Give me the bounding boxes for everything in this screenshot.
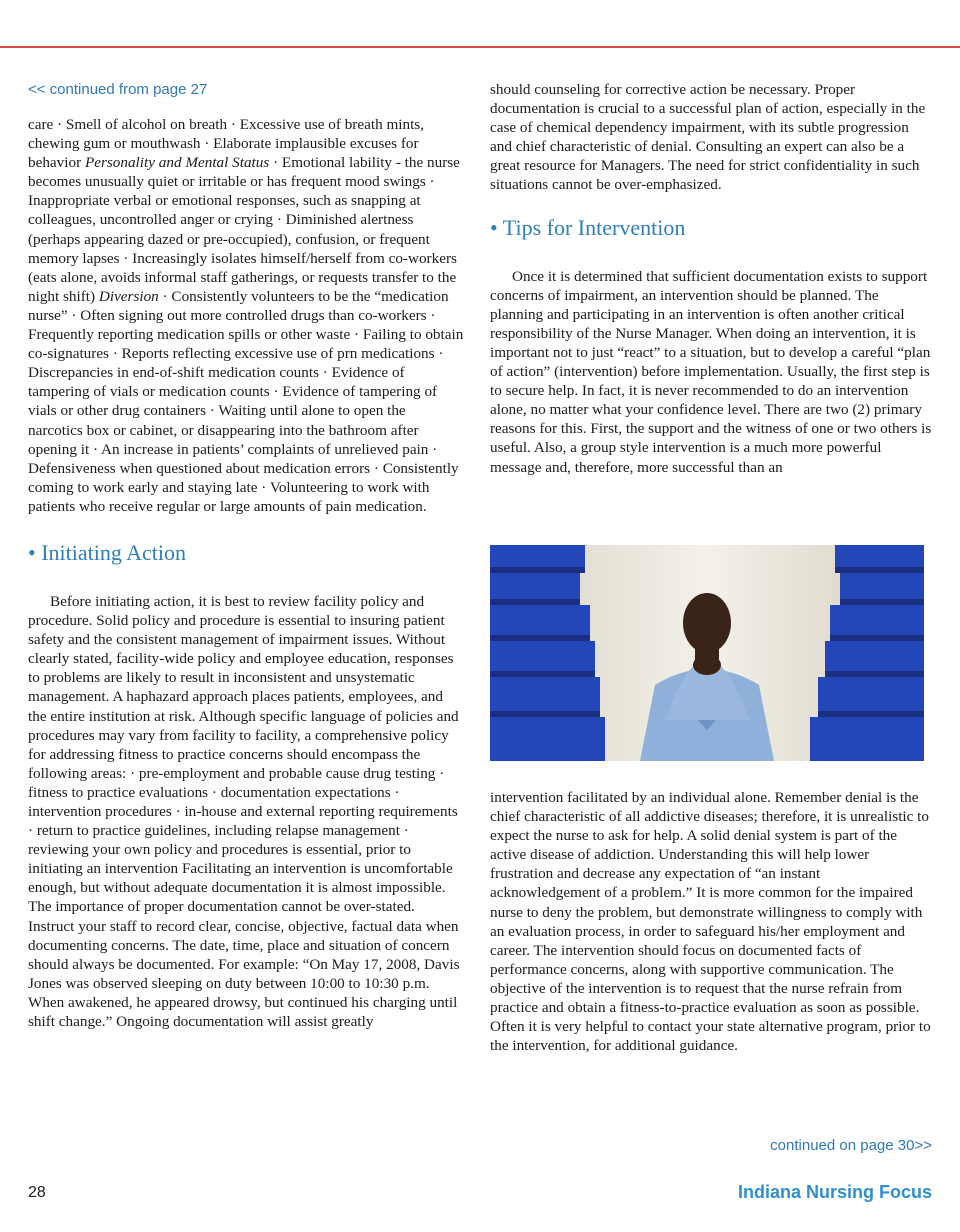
signs-text-2: · Emotional lability - the nurse becomes unusually quiet or irritable or has frequent mood swings · Inappropriate verbal or emotional responses, such as snapping at colleagues, uncontrolled anger or crying · Diminished alertness (perhaps appearing dazed or pre-occupied), confusion, or frequent memory lapses · Increasingly isolates himself/herself from co-workers (eats alone, avoids informal staff gatherings, or requests transfer to the night shift) bbox=[28, 154, 460, 305]
right-column-continued bbox=[490, 788, 932, 1055]
tips-for-intervention-heading: • Tips for Intervention bbox=[490, 214, 686, 240]
left-column bbox=[28, 80, 464, 1031]
signs-text-3: · Consistently volunteers to be the “medication nurse” · Often signing out more controlled drugs than co-workers · Frequently reporting medication spills or other waste · Failing to obtain co-signatures · Reports reflecting excessive use of prn medications · Discrepancies in end-of-shift medication counts · Evidence of tampering of vials or medication counts · Evidence of tampering of vials or other drug containers · Waiting until alone to open the narcotics box or cabinet, or disappearing into the bathroom after opening it · An increase in patients’ complaints of unrelieved pain · Defensiveness when questioned about medication errors · Consistently coming to work early and staying late · Volunteering to work with patients who receive regular or large amounts of pain medication. bbox=[28, 287, 464, 515]
diversion-subheading: Diversion bbox=[98, 287, 159, 305]
continued-from-link[interactable]: << continued from page 27 bbox=[28, 81, 208, 98]
denial-paragraph: intervention facilitated by an individual alone. Remember denial is the chief characteristic of all addictive diseases; therefore, it is unrealistic to expect the nurse to ask for help. A solid denial system is part of the active disease of addiction. Understanding this will help lower frustration and decrease any expectation of “an instant acknowledgement of a problem.” It is more common for the impaired nurse to deny the problem, but demonstrate willingness to comply with an evaluation process, in order to safeguard his/her employment and career. The intervention should focus on documented facts of performance concerns, along with supportive communication. The objective of the intervention is to request that the nurse refrain from practice and obtain a fitness-to-practice evaluation as soon as possible. Often it is very helpful to contact your state alternative program, prior to the intervention, for additional guidance. bbox=[490, 789, 931, 1055]
warning-signs-paragraph bbox=[28, 115, 464, 516]
header-rule bbox=[0, 46, 960, 48]
page-number: 28 bbox=[28, 1184, 46, 1201]
signs-text-1: care · Smell of alcohol on breath · Excessive use of breath mints, chewing gum or mouthwash · Elaborate implausible excuses for behavior bbox=[28, 116, 425, 172]
continued-on-link[interactable]: continued on page 30>> bbox=[770, 1137, 932, 1154]
initiating-action-heading: • Initiating Action bbox=[28, 539, 187, 565]
initiating-action-paragraph: Before initiating action, it is best to review facility policy and procedure. Solid policy and procedure is essential to insuring patient safety and the consistent management of impairment issues. Without clearly stated, facility-wide policy and employee education, responses to problems are likely to result in inconsistent and unsystematic management. A haphazard approach places patients, employees, and the entire institution at risk. Although specific language of policies and procedures may vary from facility to facility, a comprehensive policy for addressing fitness to practice concerns should encompass the following areas: · pre-employment and probable cause drug testing · fitness to practice evaluations · documentation expectations · intervention procedures · in-house and external reporting requirements · return to practice guidelines, including relapse management · reviewing your own policy and procedures is essential, prior to initiating an intervention Facilitating an intervention is uncomfortable enough, but without adequate documentation it is almost impossible. The importance of proper documentation cannot be over-stated. Instruct your staff to record clear, concise, objective, factual data when documenting concerns. The date, time, place and situation of concern should always be documented. For example: “On May 17, 2008, Davis Jones was observed sleeping on duty between 10:00 to 10:30 p.m. When awakened, he appeared drowsy, but continued his charging until shift change.” Ongoing documentation will assist greatly bbox=[28, 592, 460, 1031]
right-column bbox=[490, 80, 932, 477]
nurse-photo bbox=[490, 545, 924, 761]
publication-name: Indiana Nursing Focus bbox=[737, 1182, 932, 1202]
documentation-paragraph: should counseling for corrective action be necessary. Proper documentation is crucial to a successful plan of action, especially in the case of chemical dependency impairment, with its subtle progression and chief characteristic of denial. Consulting an expert can also be a great resource for Managers. The need for strict confidentiality in such situations cannot be over-emphasized. bbox=[490, 81, 926, 194]
tips-paragraph: Once it is determined that sufficient documentation exists to support concerns of impairment, an intervention should be planned. The planning and participating in an intervention is often another critical responsibility of the Nurse Manager. When doing an intervention, it is important not to just “react” to a situation, but to develop a careful “plan of action” (intervention) before implementation. Usually, the first step is to secure help. In fact, it is never recommended to do an intervention alone, no matter what your confidence level. There are two (2) primary reasons for this. First, the support and the witness of one or two others is useful. Also, a group style intervention is a much more powerful message and, therefore, more successful than an bbox=[490, 267, 932, 476]
personality-subheading: Personality and Mental Status bbox=[84, 154, 270, 172]
